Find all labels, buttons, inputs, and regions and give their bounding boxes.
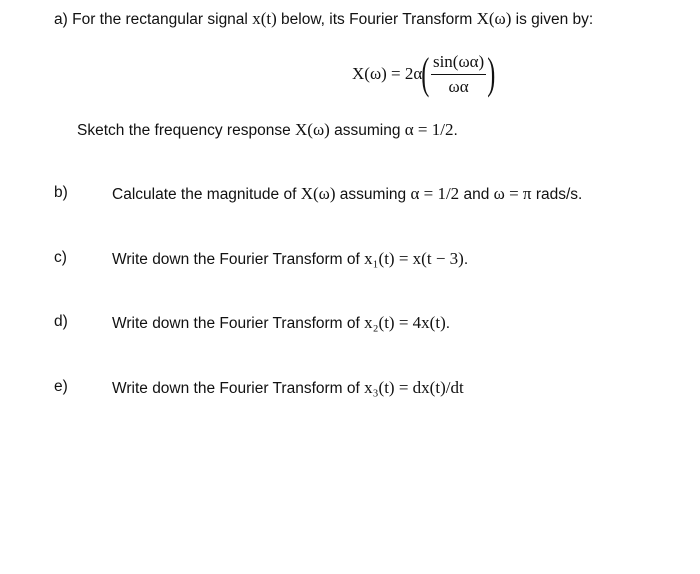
sketch-end: .: [453, 122, 458, 139]
part-a-text-suffix: is given by:: [511, 11, 594, 28]
part-b-prefix: Calculate the magnitude of: [112, 186, 301, 203]
part-a-label: a): [54, 11, 68, 28]
part-b-suffix: rads/s.: [531, 186, 583, 203]
part-e-label: e): [54, 378, 68, 395]
part-b-cond1: α = 1/2: [410, 184, 460, 203]
formula-fraction: [431, 52, 486, 97]
left-paren: (: [421, 49, 430, 98]
sketch-condition: α = 1/2: [404, 120, 454, 139]
part-a-transform: X(ω): [476, 9, 512, 28]
part-c-label: c): [54, 249, 67, 266]
part-d-label: d): [54, 313, 68, 330]
part-c-prefix: Write down the Fourier Transform of: [112, 251, 365, 268]
formula-lhs: X(ω) = 2α: [352, 64, 423, 83]
part-e-expr: x₃(t) = dx(t)/dt: [364, 378, 464, 397]
part-a-sketch: [77, 120, 458, 140]
part-c-expr: x₁(t) = x(t − 3): [364, 249, 464, 268]
part-a-text-middle: below, its Fourier Transform: [276, 11, 477, 28]
part-b-text: [112, 184, 582, 204]
formula-denominator: ωα: [448, 76, 469, 96]
fourier-formula: [352, 48, 495, 100]
sketch-prefix: Sketch the frequency response: [77, 122, 295, 139]
part-e-text: [112, 378, 464, 398]
part-c-suffix: .: [463, 251, 469, 268]
part-d-expr: x₂(t) = 4x(t): [364, 313, 446, 332]
sketch-mid: assuming: [329, 122, 405, 139]
part-b-X: X(ω): [300, 184, 336, 203]
part-d-text: [112, 313, 450, 333]
part-a-text-prefix: For the rectangular signal: [72, 11, 253, 28]
part-b-mid2: and: [459, 186, 494, 203]
formula-numerator: sin(ωα): [431, 52, 486, 75]
part-c-text: [112, 249, 468, 269]
part-d-suffix: .: [445, 315, 451, 332]
part-b-mid1: assuming: [335, 186, 411, 203]
sketch-X: X(ω): [295, 120, 330, 139]
part-b-cond2: ω = π: [493, 184, 532, 203]
part-a-intro: [54, 9, 593, 29]
right-paren: ): [487, 49, 496, 98]
part-e-prefix: Write down the Fourier Transform of: [112, 380, 365, 397]
part-b-label: b): [54, 184, 68, 201]
part-d-prefix: Write down the Fourier Transform of: [112, 315, 365, 332]
part-a-signal: x(t): [252, 9, 277, 28]
